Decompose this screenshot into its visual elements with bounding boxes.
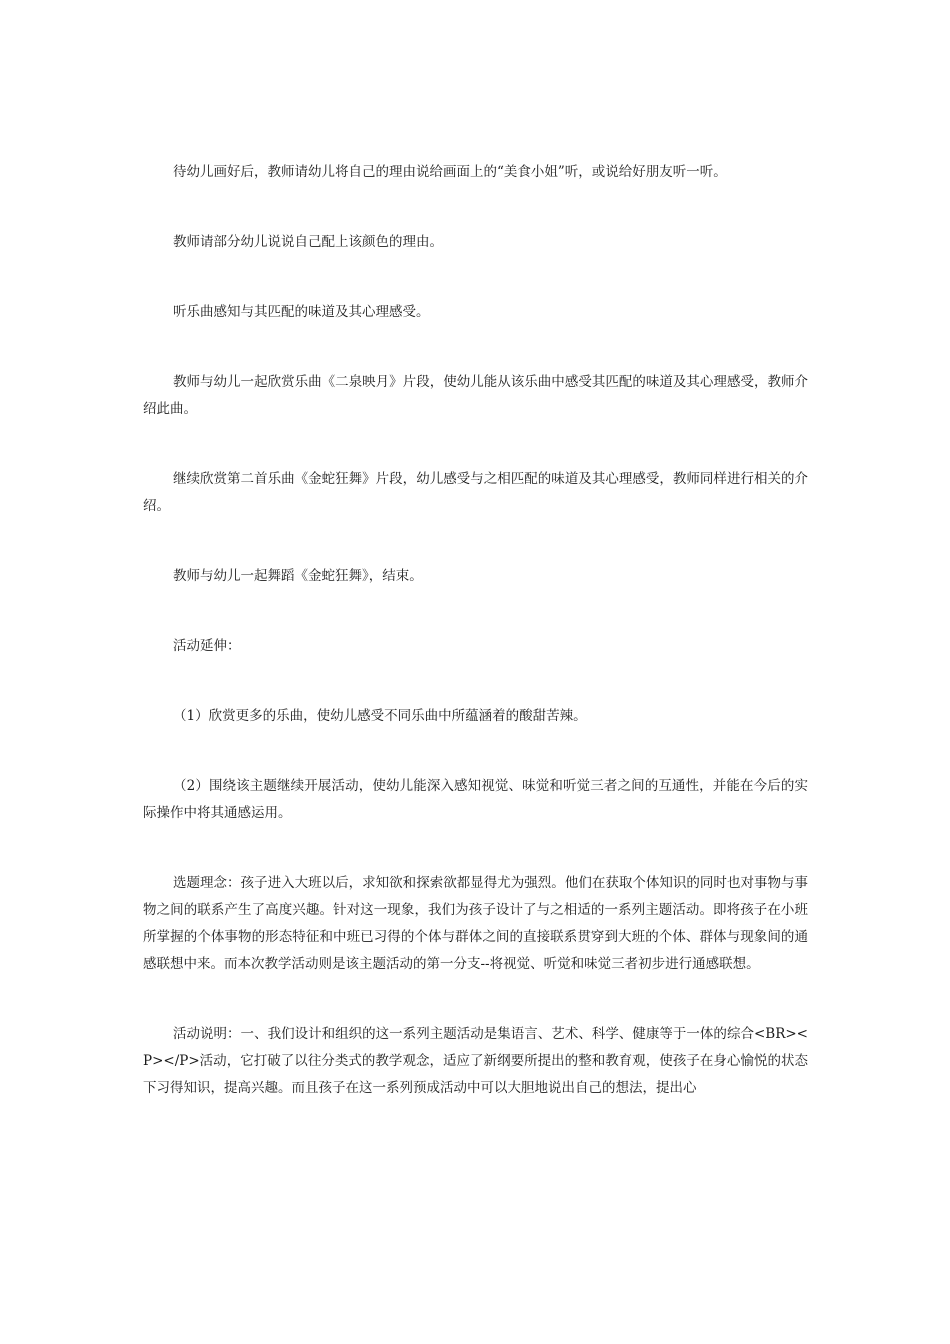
extension-item-1: （1）欣赏更多的乐曲，使幼儿感受不同乐曲中所蕴涵着的酸甜苦辣。 [173,708,587,724]
paragraph-1: 待幼儿画好后，教师请幼儿将自己的理由说给画面上的“美食小姐”听，或说给好朋友听一听。 [173,164,727,180]
paragraph-6: 教师与幼儿一起舞蹈《金蛇狂舞》，结束。 [173,568,423,584]
paragraph-activity-notes: 活动说明：一、我们设计和组织的这一系列主题活动是集语言、艺术、科学、健康等于一体的综合<BR><P></P>活动，它打破了以往分类式的教学观念，适应了新纲要所提出的整和教育观，使孩子在身心愉悦的状态下习得知识，提高兴趣。而且孩子在这一系列预成活动中可以大胆地说出自己的想法，提出心 [143,1026,808,1096]
extension-item-2: （2）围绕该主题继续开展活动，使幼儿能深入感知视觉、味觉和听觉三者之间的互通性，并能在今后的实际操作中将其通感运用。 [143,778,808,821]
paragraph-3: 听乐曲感知与其匹配的味道及其心理感受。 [173,304,430,320]
section-heading-extension: 活动延伸： [173,638,241,654]
paragraph-topic-rationale: 选题理念：孩子进入大班以后，求知欲和探索欲都显得尤为强烈。他们在获取个体知识的同时也对事物与事物之间的联系产生了高度兴趣。针对这一现象，我们为孩子设计了与之相适的一系列主题活动。即将孩子在小班所掌握的个体事物的形态特征和中班已习得的个体与群体之间的直接联系贯穿到大班的个体、群体与现象间的通感联想中来。而本次教学活动则是该主题活动的第一分支--将视觉、听觉和味觉三者初步进行通感联想。 [143,875,808,972]
paragraph-5: 继续欣赏第二首乐曲《金蛇狂舞》片段，幼儿感受与之相匹配的味道及其心理感受，教师同样进行相关的介绍。 [143,471,808,514]
paragraph-4: 教师与幼儿一起欣赏乐曲《二泉映月》片段，使幼儿能从该乐曲中感受其匹配的味道及其心理感受，教师介绍此曲。 [143,374,808,417]
document-body [143,159,808,1102]
paragraph-2: 教师请部分幼儿说说自己配上该颜色的理由。 [173,234,443,250]
